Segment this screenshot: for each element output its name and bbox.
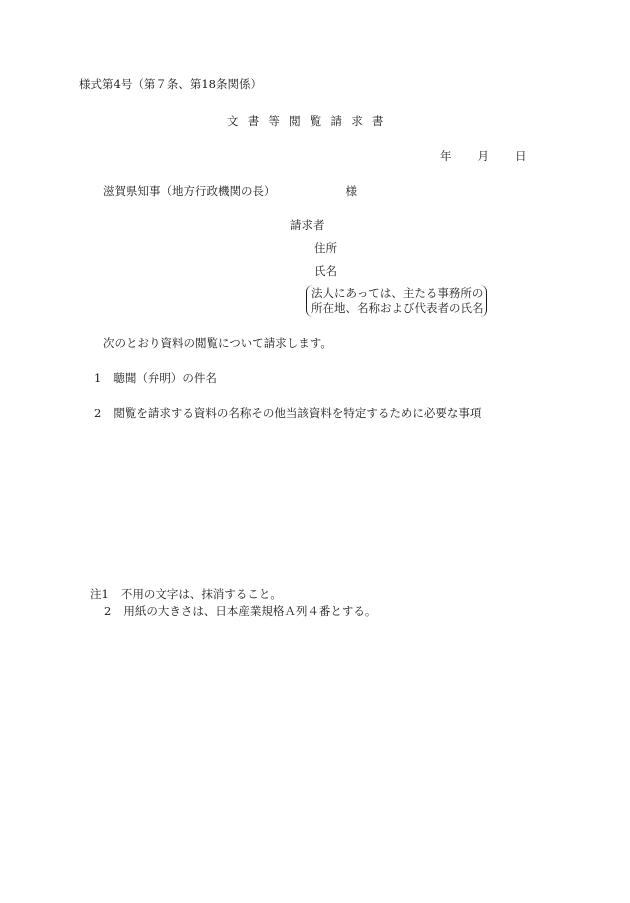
corporation-note xyxy=(306,285,487,317)
corporation-note-line-2: 所在地、名称および代表者の氏名 xyxy=(311,301,484,315)
request-intro: 次のとおり資料の閲覧について請求します。 xyxy=(103,336,332,350)
note-text: 用紙の大きさは、日本産業規格Ａ列４番とする。 xyxy=(123,604,377,618)
requester-label: 請求者 xyxy=(290,218,325,232)
note-number: 2 xyxy=(104,604,112,618)
form-number: 様式第4号（第７条、第18条関係） xyxy=(79,77,262,91)
item-number: 2 xyxy=(94,406,102,420)
document-title: 文書等閲覧請求書 xyxy=(227,114,393,128)
note-prefix: 注 xyxy=(90,587,102,601)
date-month: 月 xyxy=(477,149,489,163)
item-requested-materials xyxy=(94,408,481,420)
date-year: 年 xyxy=(440,149,452,163)
note-1 xyxy=(90,589,282,601)
note-2 xyxy=(104,606,376,618)
note-text: 不用の文字は、抹消すること。 xyxy=(120,587,282,601)
address-label: 住所 xyxy=(314,241,337,255)
item-label: 閲覧を請求する資料の名称その他当該資料を特定するために必要な事項 xyxy=(113,406,482,420)
name-label: 氏名 xyxy=(314,264,337,278)
addressee xyxy=(103,186,357,198)
item-hearing-title xyxy=(94,373,217,385)
corporation-note-line-1: 法人にあっては、主たる事務所の xyxy=(311,286,484,300)
addressee-honorific: 様 xyxy=(345,184,357,198)
item-number: 1 xyxy=(94,371,102,385)
date-day: 日 xyxy=(515,149,527,163)
item-label: 聴聞（弁明）の件名 xyxy=(113,371,217,385)
date-line xyxy=(440,151,527,163)
note-number: 1 xyxy=(101,587,109,601)
addressee-name: 滋賀県知事（地方行政機関の長） xyxy=(103,184,276,198)
